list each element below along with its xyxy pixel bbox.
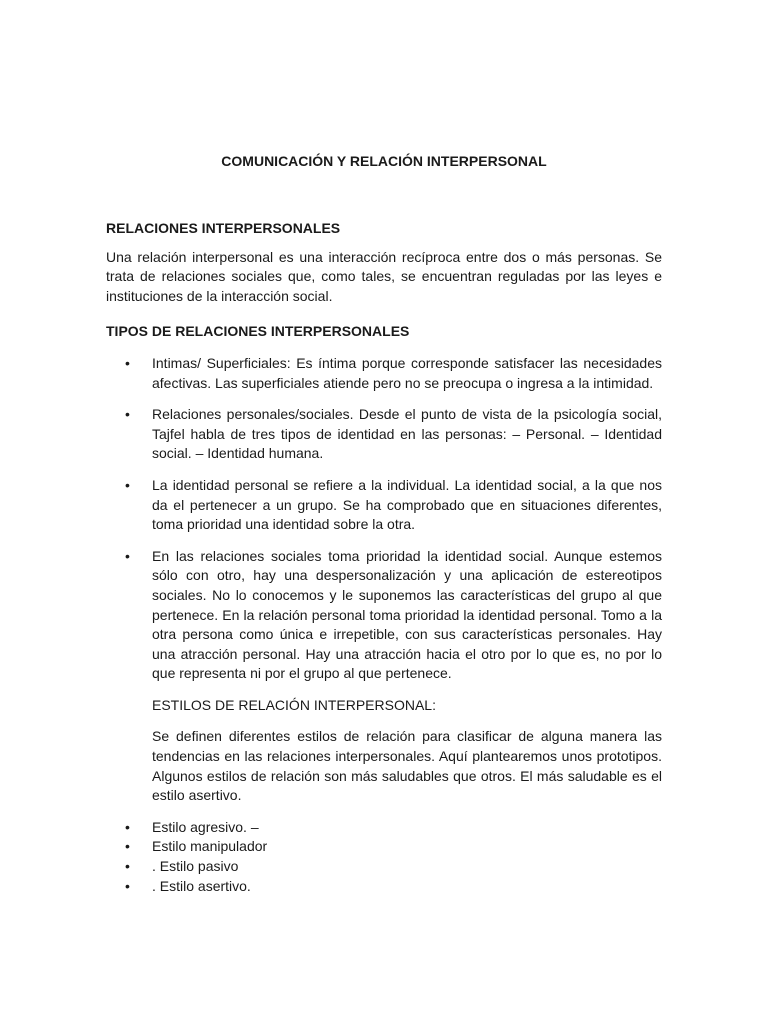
- estilos-paragraph: Se definen diferentes estilos de relación para clasificar de alguna manera las tendencias en las relaciones interpersonales. Aquí plantearemos unos prototipos. Algunos estilos de relación son más saludables que otros. El más saludable es el estilo asertivo.: [152, 728, 662, 804]
- list-item: [106, 857, 662, 877]
- list-item-text: Intimas/ Superficiales: Es íntima porque corresponde satisfacer las necesidades afectivas. Las superficiales atiende pero no se preocupa o ingresa a la intimidad.: [152, 354, 662, 391]
- list-item-text: . Estilo asertivo.: [152, 877, 251, 894]
- list-item-text: La identidad personal se refiere a la individual. La identidad social, a la que nos da el pertenecer a un grupo. Se ha comprobado que en situaciones diferentes, toma prioridad una identidad sobre la otra.: [152, 476, 662, 533]
- list-item: [106, 818, 662, 838]
- bullet-icon: •: [125, 547, 130, 564]
- list-item: [106, 837, 662, 857]
- list-item-text: Estilo manipulador: [152, 838, 268, 855]
- section-heading-tipos: TIPOS DE RELACIONES INTERPERSONALES: [106, 323, 410, 340]
- list-item: [106, 354, 662, 393]
- list-item-text: En las relaciones sociales toma prioridad la identidad social. Aunque estemos sólo con otro, hay una despersonalización y una aplicación de estereotipos sociales. No lo conocemos y le suponemos las características del grupo al que pertenece. En la relación personal toma prioridad la identidad personal. Tomo a la otra persona como única e irrepetible, con sus características personales. Hay una atracción personal. Hay una atracción hacia el otro por lo que es, no por lo que representa ni por el grupo al que pertenece.: [152, 547, 662, 682]
- bullet-icon: •: [125, 476, 130, 493]
- intro-paragraph: Una relación interpersonal es una interacción recíproca entre dos o más personas. Se trata de relaciones sociales que, como tales, se encuentran reguladas por las leyes e instituciones de la interacción social.: [106, 248, 662, 304]
- bullet-icon: •: [125, 354, 130, 371]
- list-item: [106, 547, 662, 684]
- document-page: [106, 152, 662, 896]
- list-item-text: Estilo agresivo. –: [152, 818, 259, 835]
- list-item-text: . Estilo pasivo: [152, 858, 239, 875]
- estilos-subheading: ESTILOS DE RELACIÓN INTERPERSONAL:: [152, 696, 436, 713]
- bullet-icon: •: [125, 858, 130, 875]
- bullet-icon: •: [125, 406, 130, 423]
- estilos-bullet-list: [106, 818, 662, 896]
- bullet-icon: •: [125, 838, 130, 855]
- section-heading-relaciones: RELACIONES INTERPERSONALES: [106, 220, 341, 236]
- tipos-bullet-list: [106, 354, 662, 684]
- bullet-icon: •: [125, 877, 130, 894]
- bullet-icon: •: [125, 818, 130, 835]
- list-item-text: Relaciones personales/sociales. Desde el punto de vista de la psicología social, Tajfel habla de tres tipos de identidad en las personas: – Personal. – Identidad social. – Identidad humana.: [152, 406, 662, 462]
- document-title: COMUNICACIÓN Y RELACIÓN INTERPERSONAL: [221, 153, 547, 169]
- list-item: [106, 405, 662, 464]
- list-item: [106, 877, 662, 897]
- list-item: [106, 476, 662, 535]
